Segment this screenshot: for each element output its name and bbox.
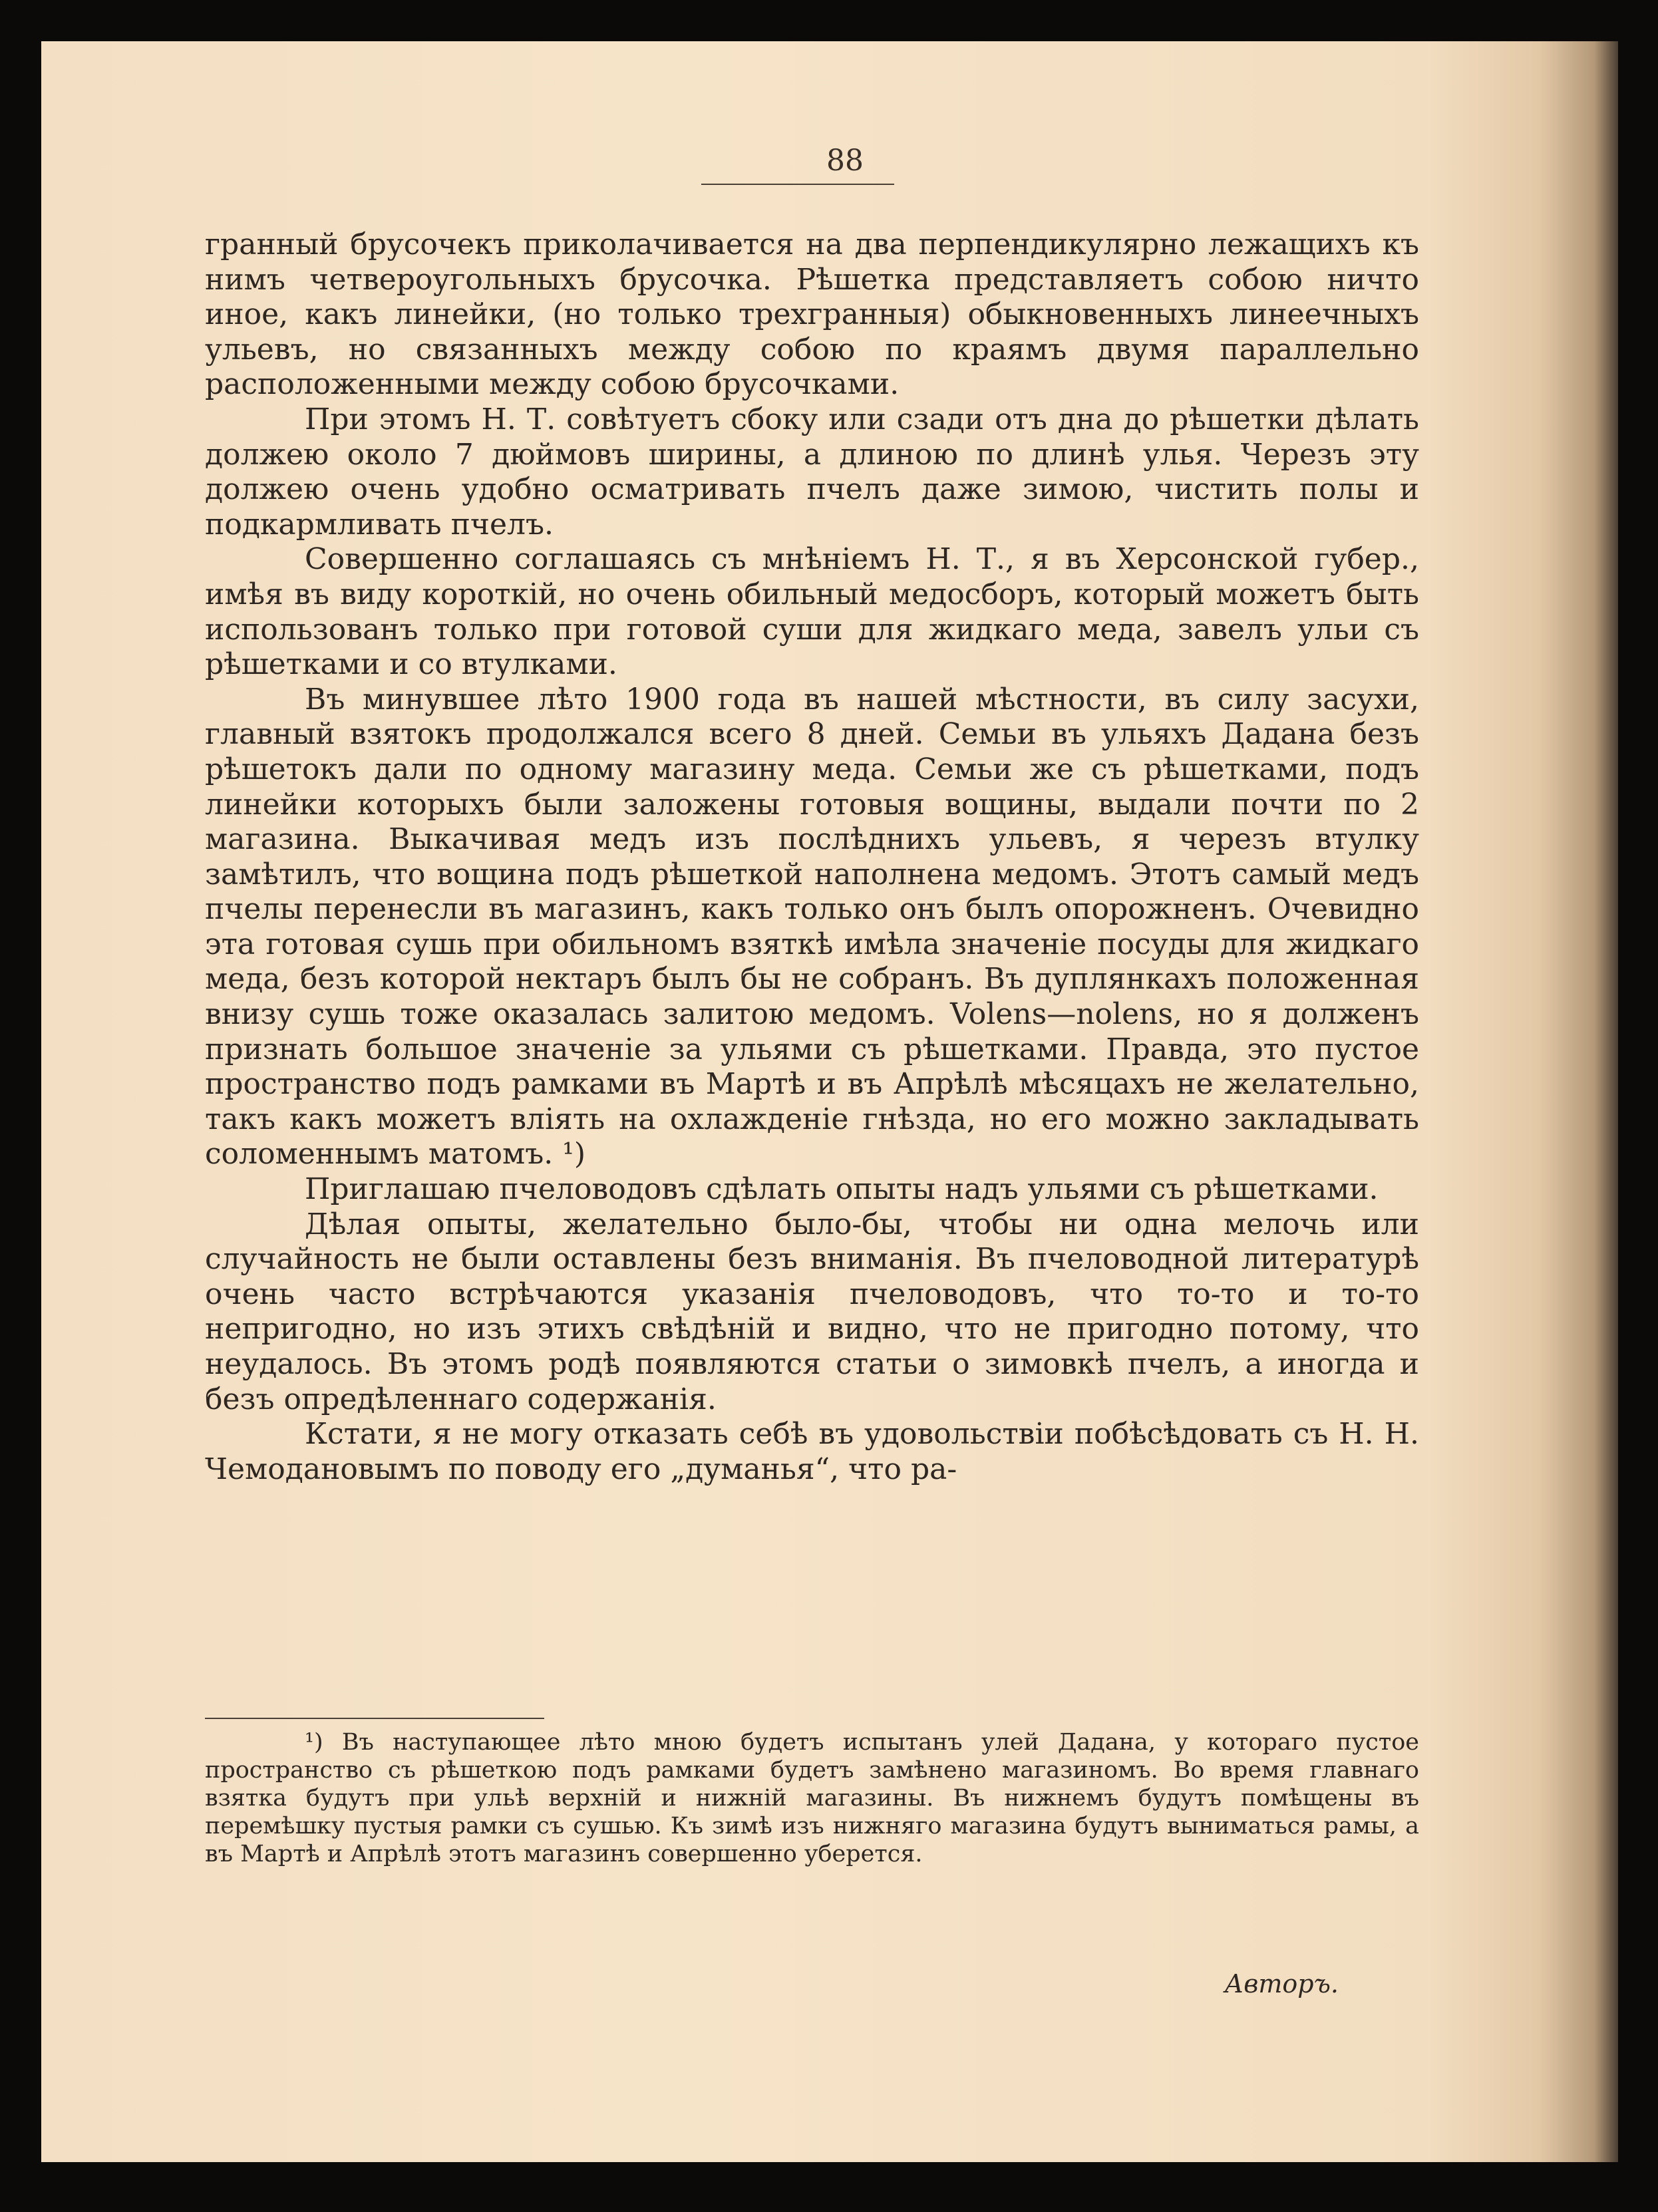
paragraph-4: Въ минувшее лѣто 1900 года въ нашей мѣстности, въ силу засухи, главный взятокъ продолжался всего 8 дней. Семьи въ ульяхъ Дадана безъ рѣшетокъ дали по одному магазину меда. Семьи же съ рѣшетками, подъ линейки которыхъ были заложены готовыя вощины, выдали почти по 2 магазина. Выкачивая медъ изъ послѣднихъ ульевъ, я черезъ втулку замѣтилъ, что вощина подъ рѣшеткой наполнена медомъ. Этотъ самый медъ пчелы перенесли въ магазинъ, какъ только онъ былъ опорожненъ. Очевидно эта готовая сушь при обильномъ взяткѣ имѣла значеніе посуды для жидкаго меда, безъ которой нектаръ былъ бы не собранъ. Въ дуплянкахъ положенная внизу сушь тоже оказалась залитою медомъ. Volens—nolens, но я долженъ признать большое значеніе за ульями съ рѣшетками. Правда, это пустое пространство подъ рамками въ Мартѣ и въ Апрѣлѣ мѣсяцахъ не желательно, такъ какъ можетъ вліять на охлажденіе гнѣзда, но его можно закладывать соломеннымъ матомъ. ¹) xyxy=(205,682,1419,1172)
header-rule xyxy=(701,184,894,185)
footnote-rule xyxy=(205,1718,544,1719)
paragraph-7: Кстати, я не могу отказать себѣ въ удовольствіи побѣсѣдовать съ Н. Н. Чемодановымъ по поводу его „думанья“, что ра- xyxy=(205,1417,1419,1486)
paragraph-5: Приглашаю пчеловодовъ сдѣлать опыты надъ ульями съ рѣшетками. xyxy=(305,1172,1379,1207)
paragraph-6: Дѣлая опыты, желательно было-бы, чтобы ни одна мелочь или случайность не были оставлены безъ вниманія. Въ пчеловодной литературѣ очень часто встрѣчаются указанія пчеловодовъ, что то-то и то-то непригодно, но изъ этихъ свѣдѣній и видно, что не пригодно потому, что неудалось. Въ этомъ родѣ появляются статьи о зимовкѣ пчелъ, а иногда и безъ опредѣленнаго содержанія. xyxy=(205,1207,1419,1416)
body-text xyxy=(205,228,1419,1487)
paragraph-3: Совершенно соглашаясь съ мнѣніемъ Н. Т., я въ Херсонской губер., имѣя въ виду короткій, но очень обильный медосборъ, который можетъ быть использованъ только при готовой суши для жидкаго меда, завелъ ульи съ рѣшетками и со втулками. xyxy=(205,542,1419,682)
book-page xyxy=(41,41,1618,2162)
footnotes xyxy=(205,1728,1419,1868)
footnote-1: ¹) Въ наступающее лѣто мною будетъ испытанъ улей Дадана, у котораго пустое пространство съ рѣшеткою подъ рамками будетъ замѣнено магазиномъ. Во время главнаго взятка будутъ при ульѣ верхній и нижній магазины. Въ нижнемъ будутъ помѣщены въ перемѣшку пустыя рамки съ сушью. Къ зимѣ изъ нижняго магазина будутъ выниматься рамы, а въ Мартѣ и Апрѣлѣ этотъ магазинъ совершенно уберется. xyxy=(205,1729,1419,1867)
author-signature: Авторъ. xyxy=(1224,1969,1339,1998)
paragraph-1: гранный брусочекъ приколачивается на два перпендикулярно лежащихъ къ нимъ четвероугольныхъ брусочка. Рѣшетка представляетъ собою ничто иное, какъ линейки, (но только трехгранныя) обыкновенныхъ линеечныхъ ульевъ, но связанныхъ между собою по краямъ двумя параллельно расположенными между собою брусочками. xyxy=(205,228,1419,402)
page-number: 88 xyxy=(826,144,864,178)
paragraph-2: При этомъ Н. Т. совѣтуетъ сбоку или сзади отъ дна до рѣшетки дѣлать должею около 7 дюймовъ ширины, а длиною по длинѣ улья. Черезъ эту должею очень удобно осматривать пчелъ даже зимою, чистить полы и подкармливать пчелъ. xyxy=(205,402,1419,542)
